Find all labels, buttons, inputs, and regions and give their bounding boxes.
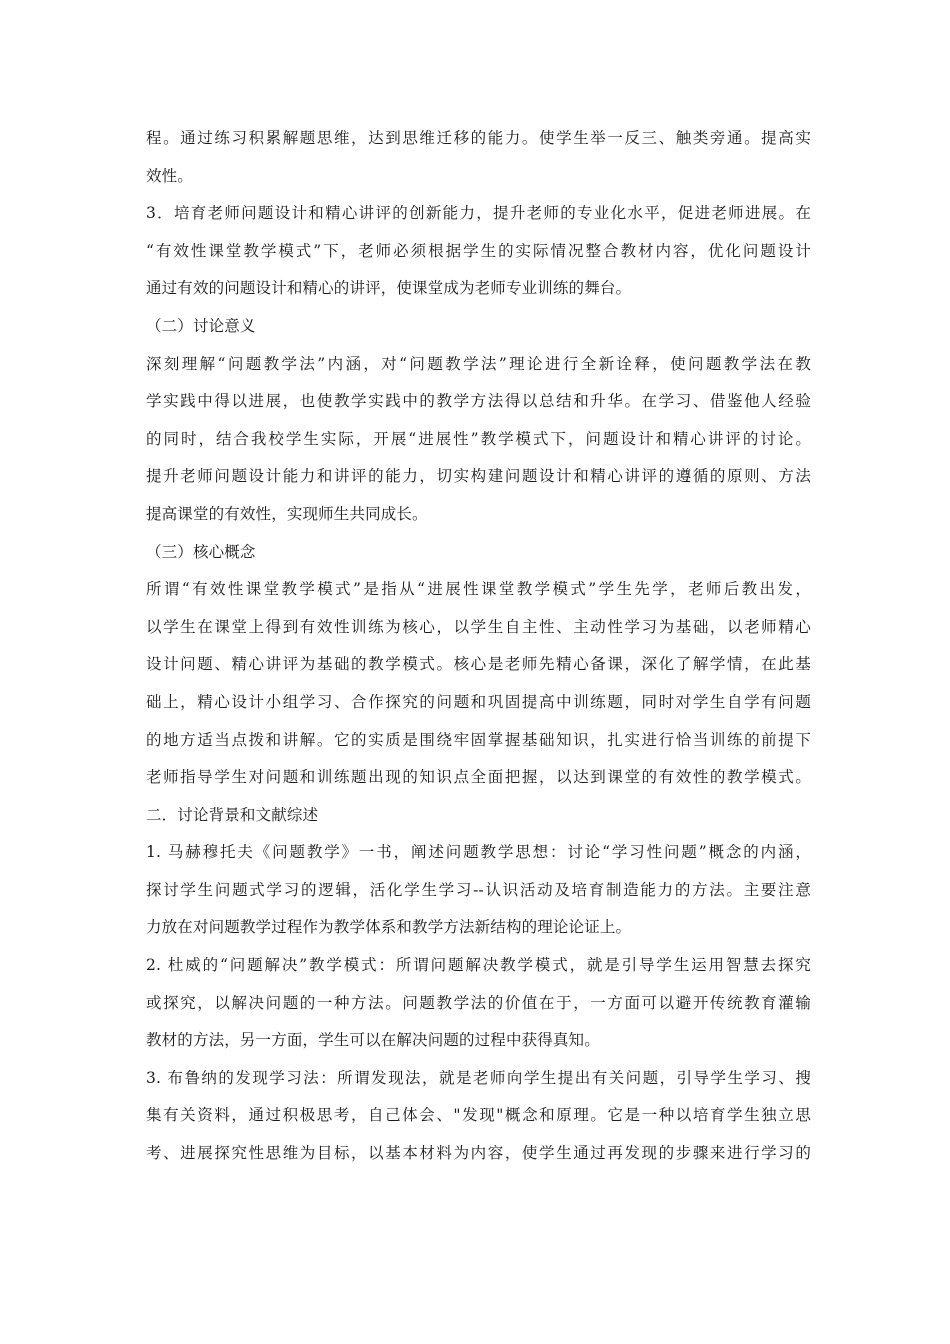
text-line: 提高课堂的有效性，实现师生共同成长。 bbox=[146, 504, 428, 523]
text-line: 3. 布鲁纳的发现学习法：所谓发现法，就是老师向学生提出有关问题，引导学生学习、搜 bbox=[146, 1068, 811, 1087]
text-line: 础上，精心设计小组学习、合作探究的问题和巩固提高中训练题，同时对学生自学有问题 bbox=[146, 692, 811, 711]
text-line: 力放在对问题教学过程作为教学体系和教学方法新结构的理论论证上。 bbox=[146, 918, 632, 937]
text-line: 程。通过练习积累解题思维，达到思维迁移的能力。使学生举一反三、触类旁通。提高实 bbox=[146, 129, 811, 147]
section-heading: （三）核心概念 bbox=[146, 542, 256, 561]
text-line: 考、进展探究性思维为目标，以基本材料为内容，使学生通过再发现的步骤来进行学习的 bbox=[146, 1144, 811, 1163]
text-line: 探讨学生问题式学习的逻辑，活化学生学习--认识活动及培育制造能力的方法。主要注意 bbox=[146, 880, 811, 899]
text-line: 教材的方法，另一方面，学生可以在解决问题的过程中获得真知。 bbox=[146, 1031, 600, 1050]
text-line: 提升老师问题设计能力和讲评的能力，切实构建问题设计和精心讲评的遵循的原则、方法 bbox=[146, 467, 811, 486]
text-line: 深刻理解“问题教学法”内涵，对“问题教学法”理论进行全新诠释，使问题教学法在教 bbox=[146, 354, 811, 373]
text-line: 设计问题、精心讲评为基础的教学模式。核心是老师先精心备课，深化了解学情，在此基 bbox=[146, 655, 811, 674]
document-body bbox=[146, 120, 811, 1173]
text-line: 集有关资料，通过积极思考，自己体会、"发现"概念和原理。它是一种以培育学生独立思 bbox=[146, 1106, 811, 1125]
text-line: 老师指导学生对问题和训练题出现的知识点全面把握，以达到课堂的有效性的教学模式。 bbox=[146, 768, 811, 787]
text-line: 所谓“有效性课堂教学模式”是指从“进展性课堂教学模式”学生先学，老师后教出发， bbox=[146, 580, 811, 599]
section-heading: （二）讨论意义 bbox=[146, 316, 256, 335]
text-line: 2. 杜威的“问题解决”教学模式：所谓问题解决教学模式，就是引导学生运用智慧去探究 bbox=[146, 956, 811, 975]
text-line: 3．培育老师问题设计和精心讲评的创新能力，提升老师的专业化水平，促进老师进展。在 bbox=[146, 204, 811, 223]
text-line: 效性。 bbox=[146, 166, 193, 185]
text-line: 的地方适当点拨和讲解。它的实质是围绕牢固掌握基础知识，扎实进行恰当训练的前提下 bbox=[146, 730, 811, 749]
text-line: 通过有效的问题设计和精心的讲评，使课堂成为老师专业训练的舞台。 bbox=[146, 279, 632, 298]
text-line: 的同时，结合我校学生实际，开展“进展性”教学模式下，问题设计和精心讲评的讨论。 bbox=[146, 429, 811, 448]
text-line: “有效性课堂教学模式”下，老师必须根据学生的实际情况整合教材内容，优化问题设计 bbox=[146, 241, 811, 260]
section-heading: 二．讨论背景和文献综述 bbox=[146, 805, 319, 824]
text-line: 1. 马赫穆托夫《问题教学》一书，阐述问题教学思想：讨论“学习性问题”概念的内涵， bbox=[146, 843, 811, 862]
text-line: 以学生在课堂上得到有效性训练为核心，以学生自主性、主动性学习为基础，以老师精心 bbox=[146, 617, 811, 636]
text-line: 或探究，以解决问题的一种方法。问题教学法的价值在于，一方面可以避开传统教育灌输 bbox=[146, 993, 811, 1012]
text-line: 学实践中得以进展，也使教学实践中的教学方法得以总结和升华。在学习、借鉴他人经验 bbox=[146, 392, 811, 411]
